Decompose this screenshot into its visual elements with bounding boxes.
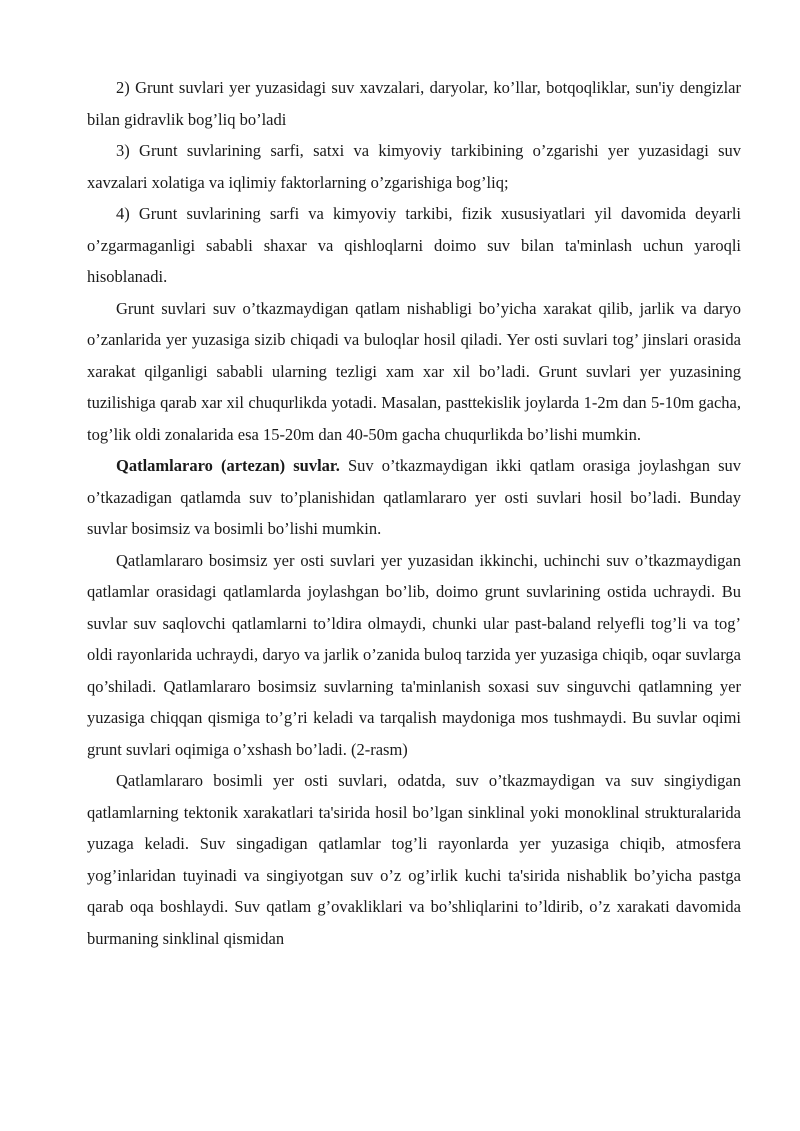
paragraph-1 (87, 72, 741, 135)
paragraph-text: Qatlamlararo bosimsiz yer osti suvlari yer yuzasidan ikkinchi, uchinchi suv o’tkazmaydigan qatlamlar orasidagi qatlamlarda joylashgan bo’lib, doimo grunt suvlarining ostida uchraydi. Bu suvlar suv saqlovchi qatlamlarni to’ldira olmaydi, chunki ular past-baland relyefli tog’li va tog’ oldi rayonlarida uchraydi, daryo va jarlik o’zanida buloq tarzida yer yuzasiga chiqib, oqar suvlarga qo’shiladi. Qatlamlararo bosimsiz suvlarning ta'minlanish soxasi suv singuvchi qatlamning yer yuzasiga chiqqan qismiga to’g’ri keladi va tarqalish maydoniga mos tushmaydi. Bu suvlar oqimi grunt suvlari oqimiga o’xshash bo’ladi. (2-rasm) (87, 550, 741, 759)
paragraph-text: Suv o’tkazmaydigan ikki qatlam orasiga joylashgan suv o’tkazadigan qatlamda suv to’planishidan qatlamlararo yer osti suvlari hosil bo’ladi. Bunday suvlar bosimsiz va bosimli bo’lishi mumkin. (87, 456, 741, 538)
document-page (87, 72, 741, 954)
paragraph-text: 4) Grunt suvlarining sarfi va kimyoviy tarkibi, fizik xususiyatlari yil davomida deyarli o’zgarmaganligi sababli shaxar va qishloqlarni doimo suv bilan ta'minlash uchun yaroqli hisoblanadi. (87, 204, 741, 286)
paragraph-5 (87, 450, 741, 545)
section-heading: Qatlamlararo (artezan) suvlar. (116, 456, 340, 475)
paragraph-4 (87, 293, 741, 451)
paragraph-text: Grunt suvlari suv o’tkazmaydigan qatlam nishabligi bo’yicha xarakat qilib, jarlik va daryo o’zanlarida yer yuzasiga sizib chiqadi va buloqlar hosil qiladi. Yer osti suvlari tog’ jinslari orasida xarakat qilganligi sababli ularning tezligi xam xar xil bo’ladi. Grunt suvlari yer yuzasining tuzilishiga qarab xar xil chuqurlikda yotadi. Masalan, pasttekislik joylarda 1-2m dan 5-10m gacha, tog’lik oldi zonalarida esa 15-20m dan 40-50m gacha chuqurlikda bo’lishi mumkin. (87, 298, 741, 444)
paragraph-text: Qatlamlararo bosimli yer osti suvlari, odatda, suv o’tkazmaydigan va suv singiydigan qatlamlarning tektonik xarakatlari ta'sirida hosil bo’lgan sinklinal yoki monoklinal strukturalarida yuzaga keladi. Suv singadigan qatlamlar tog’li rayonlarda yer yuzasiga chiqib, atmosfera yog’inlaridan tuyinadi va singiyotgan suv o’z og’irlik kuchi ta'sirida nishablik bo’yicha pastga qarab oqa boshlaydi. Suv qatlam g’ovakliklari va bo’shliqlarini to’ldirib, o’z xarakati davomida burmaning sinklinal qismidan (87, 771, 741, 948)
paragraph-3 (87, 198, 741, 293)
paragraph-6 (87, 545, 741, 766)
paragraph-text: 3) Grunt suvlarining sarfi, satxi va kimyoviy tarkibining o’zgarishi yer yuzasidagi suv xavzalari xolatiga va iqlimiy faktorlarning o’zgarishiga bog’liq; (87, 141, 741, 192)
paragraph-2 (87, 135, 741, 198)
paragraph-text: 2) Grunt suvlari yer yuzasidagi suv xavzalari, daryolar, ko’llar, botqoqliklar, sun'iy dengizlar bilan gidravlik bog’liq bo’ladi (87, 78, 741, 129)
paragraph-7 (87, 765, 741, 954)
